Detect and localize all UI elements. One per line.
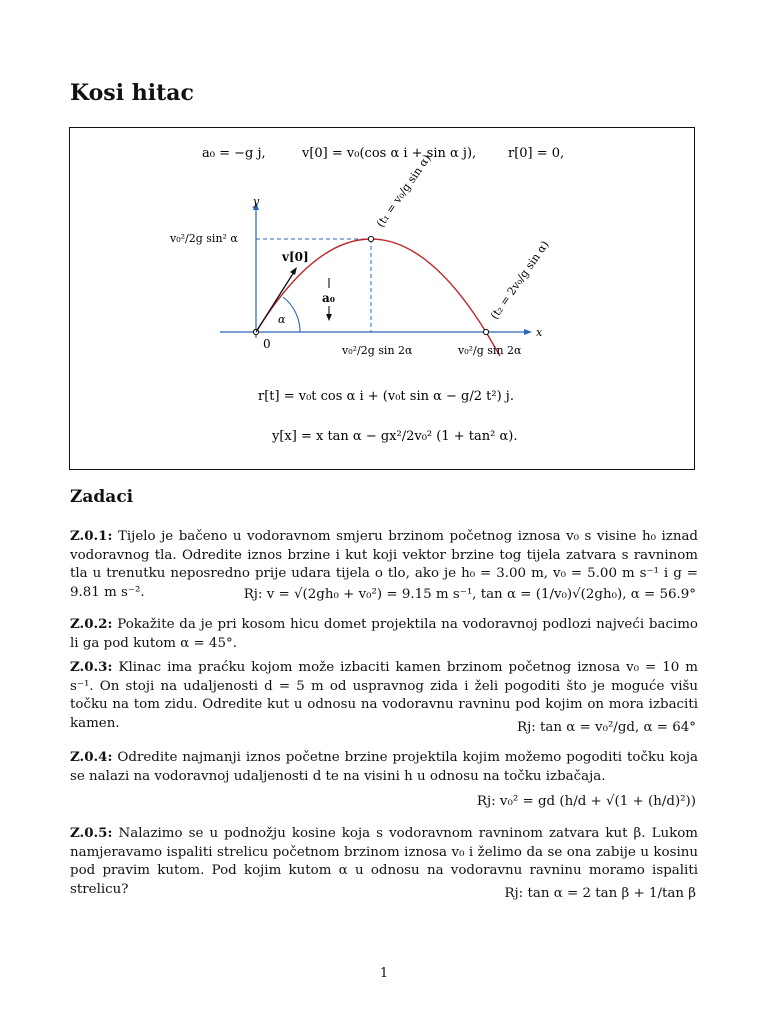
task-id: Z.0.3: bbox=[70, 659, 113, 675]
velocity-arrow bbox=[290, 267, 297, 275]
accel-label: a₀ bbox=[322, 291, 336, 305]
page-number: 1 bbox=[379, 966, 389, 981]
landing-time-label: (t₂ = 2v₀/g sin α) bbox=[487, 238, 552, 322]
velocity-label: v[0] bbox=[282, 250, 309, 264]
section-title: Zadaci bbox=[70, 487, 134, 507]
max-height-label: v₀²/2g sin² α bbox=[170, 232, 238, 245]
task-text: Klinac ima praćku kojom može izbaciti kamen brzinom početnog iznosa v₀ = 10 m s⁻¹. On stoji na udaljenosti d = 5 m od uspravnog zida i želi pogoditi što je moguće višu točku na tom zidu. Odredite kut u odnosu na vodoravnu ravninu pod kojim on mora izbaciti kamen. bbox=[70, 660, 698, 731]
task-id: Z.0.4: bbox=[70, 749, 113, 765]
task-text: Tijelo je bačeno u vodoravnom smjeru brzinom početnog iznosa v₀ s visine h₀ iznad vodoravnog tla. Odredite iznos brzine i kut koji vektor brzine tog tijela zatvara s ravninom tla u trenutku neposredno prije udara tijela o tlo, ako je h₀ = 3.00 m, v₀ = 5.00 m s⁻¹ i g = 9.81 m s⁻². bbox=[70, 529, 698, 600]
task-text: Odredite najmanji iznos početne brzine projektila kojim možemo pogoditi točku koja se nalazi na vodoravnoj udaljenosti d te na visini h u odnosu na točku izbačaja. bbox=[70, 750, 698, 784]
eq-position: r[t] = v₀t cos α i + (v₀t sin α − g/2 t²) j. bbox=[258, 389, 514, 404]
accel-arrow bbox=[326, 314, 332, 321]
task-id: Z.0.2: bbox=[70, 616, 113, 632]
projectile-diagram bbox=[70, 128, 696, 471]
origin-label: 0 bbox=[263, 337, 271, 351]
x-axis-label: x bbox=[536, 326, 543, 339]
task-text: Nalazimo se u podnožju kosine koja s vodoravnom ravninom zatvara kut β. Lukom namjeravamo ispaliti strelicu početnom brzinom iznosa v₀ i želimo da se ona zabije u kosinu pod pravim kutom. Pod kojim kutom α u odnosu na vodoravnu ravninu moramo ispaliti strelicu? bbox=[70, 826, 698, 897]
task-z04 bbox=[70, 748, 698, 786]
half-range-label: v₀²/2g sin 2α bbox=[342, 344, 413, 357]
answer-z03: Rj: tan α = v₀²/gd, α = 64° bbox=[516, 720, 696, 735]
eq-trajectory: y[x] = x tan α − gx²/2v₀² (1 + tan² α). bbox=[272, 429, 518, 444]
answer-z04: Rj: v₀² = gd (h/d + √(1 + (h/d)²)) bbox=[476, 794, 696, 809]
task-text: Pokažite da je pri kosom hicu domet projektila na vodoravnoj podlozi najveći bacimo li ga pod kutom α = 45°. bbox=[70, 617, 698, 651]
eq-v0: v[0] = v₀(cos α i + sin α j), bbox=[302, 146, 477, 161]
answer-z05: Rj: tan α = 2 tan β + 1/tan β bbox=[504, 886, 696, 901]
answer-z01: Rj: v = √(2gh₀ + v₀²) = 9.15 m s⁻¹, tan α = (1/v₀)√(2gh₀), α = 56.9° bbox=[243, 587, 696, 602]
apex-time-label: (t₁ = v₀/g sin α) bbox=[373, 152, 434, 230]
landing-point bbox=[483, 329, 488, 334]
angle-arc bbox=[283, 297, 300, 332]
task-id: Z.0.5: bbox=[70, 825, 113, 841]
alpha-label: α bbox=[278, 313, 286, 326]
summary-box bbox=[69, 127, 695, 470]
range-label: v₀²/g sin 2α bbox=[458, 344, 522, 357]
page-title: Kosi hitac bbox=[70, 80, 194, 106]
apex-point bbox=[368, 236, 373, 241]
task-z02 bbox=[70, 615, 698, 653]
eq-a0: a₀ = −g j, bbox=[202, 146, 266, 161]
task-id: Z.0.1: bbox=[70, 528, 113, 544]
eq-r0: r[0] = 0, bbox=[508, 146, 565, 161]
y-axis-label: y bbox=[253, 195, 260, 208]
x-axis-arrow bbox=[524, 329, 532, 335]
